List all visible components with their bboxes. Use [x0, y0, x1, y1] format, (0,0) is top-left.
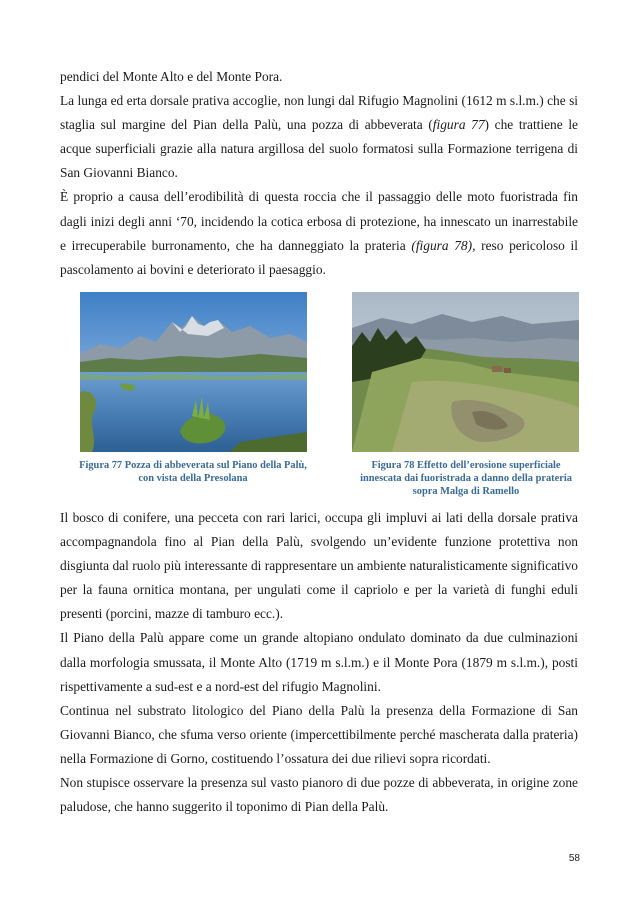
paragraph-2: La lunga ed erta dorsale prativa accoglie, non lungi dal Rifugio Magnolini (1612 m s.l.m.) che si staglia sul margine del Pian della Palù, una pozza di abbeverata (figura 77) che trattiene le acque superficiali grazie alla natura argillosa del suolo formatosi sulla Formazione terrigena di San Giovanni Bianco. — [60, 93, 578, 181]
figure-78-caption: Figura 78 Effetto dell’erosione superficiale innescata dai fuoristrada a danno della prateria sopra Malga di Ramello — [360, 460, 572, 497]
figure-77-caption: Figura 77 Pozza di abbeverata sul Piano della Palù, con vista della Presolana — [79, 460, 307, 484]
paragraph-5: Il Piano della Palù appare come un grande altopiano ondulato dominato da due culminazioni dalla morfologia smussata, il Monte Alto (1719 m s.l.m.) e il Monte Pora (1879 m s.l.m.), posti rispettivamente a sud-est e a nord-est del rifugio Magnolini. — [60, 630, 578, 694]
figure-78-photo — [352, 292, 579, 452]
figure-77-reference: figura 77 — [432, 117, 485, 133]
paragraph-3: È proprio a causa dell’erodibilità di questa roccia che il passaggio delle moto fuoristrada fin dagli inizi degli anni ‘70, incidendo la cotica erbosa di protezione, ha innescato un inarrestabile e irrecuperabile burronamento, che ha danneggiato la prateria (figura 78), reso pericoloso il pascolamento ai bovini e deteriorato il paesaggio. — [60, 189, 578, 277]
figure-78-reference: (figura 78), — [411, 237, 476, 253]
eroded-meadow-photo — [352, 292, 579, 452]
pond-mountain-photo — [80, 292, 307, 452]
top-text-block — [60, 65, 578, 282]
paragraph-6: Continua nel substrato litologico del Piano della Palù la presenza della Formazione di San Giovanni Bianco, che sfuma verso oriente (impercettibilmente perché mascherata dalla prateria) nella Formazione di Gorno, costituendo l’ossatura dei due rilievi sopra ricordati. — [60, 702, 578, 766]
page-number: 58 — [568, 853, 580, 864]
paragraph-7: Non stupisce osservare la presenza sul vasto pianoro di due pozze di abbeverata, in origine zone paludose, che hanno suggerito il toponimo di Pian della Palù. — [60, 775, 578, 815]
paragraph-4: Il bosco di conifere, una pecceta con rari larici, occupa gli impluvi ai lati della dorsale prativa accompagnandola fino al Pian della Palù, svolgendo un’evidente funzione protettiva non disgiunta dal ruolo più interessante di rappresentare un ambiente naturalisticamente significativo per la fauna ornitica montana, per ungulati come il capriolo e per la varietà di funghi eduli presenti (porcini, mazze di tamburo ecc.). — [60, 510, 578, 622]
bottom-text-block — [60, 506, 578, 819]
paragraph-1: pendici del Monte Alto e del Monte Pora. — [60, 69, 283, 84]
figure-77-photo — [80, 292, 307, 452]
